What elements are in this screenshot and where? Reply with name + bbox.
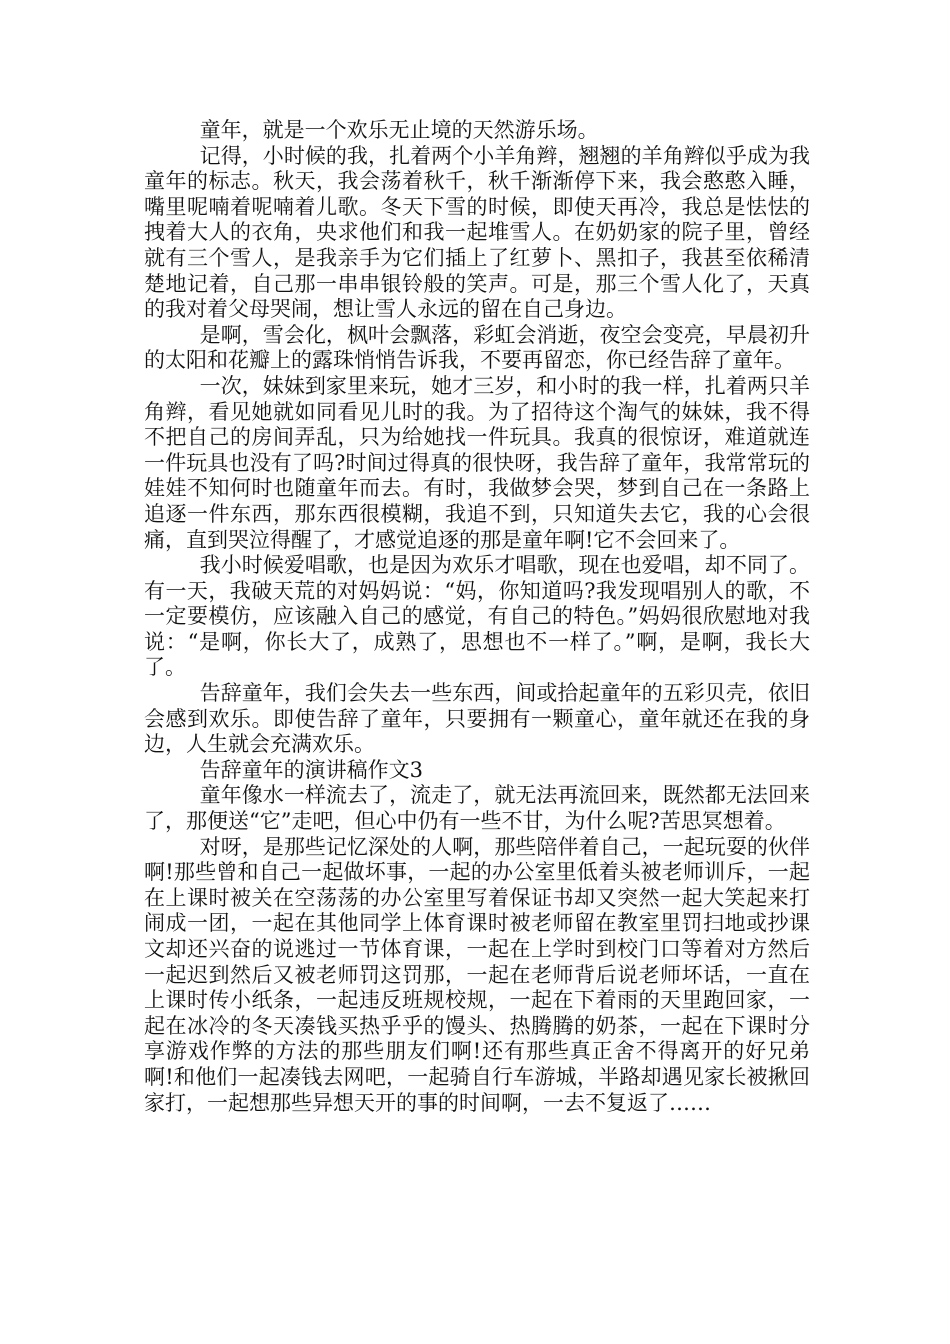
- paragraph-farewell: 是啊，雪会化，枫叶会飘落，彩虹会消逝，夜空会变亮，早晨初升的太阳和花瓣上的露珠悄悄告诉我，不要再留恋，你已经告辞了童年。: [144, 322, 810, 373]
- paragraph-like-water: 童年像水一样流去了，流走了，就无法再流回来，既然都无法回来了，那便送“它”走吧，但心中仍有一些不甘，为什么呢?苦思冥想着。: [144, 783, 810, 834]
- document-page: [144, 118, 810, 1116]
- paragraph-childlike-heart: 告辞童年，我们会失去一些东西，间或拾起童年的五彩贝壳，依旧会感到欢乐。即使告辞了童年，只要拥有一颗童心，童年就还在我的身边，人生就会充满欢乐。: [144, 681, 810, 757]
- paragraph-intro: 童年，就是一个欢乐无止境的天然游乐场。: [199, 118, 599, 142]
- paragraph-snowmen: 记得，小时候的我，扎着两个小羊角辫，翘翘的羊角辫似乎成为我童年的标志。秋天，我会荡着秋千，秋千渐渐停下来，我会憨憨入睡，嘴里呢喃着呢喃着儿歌。冬天下雪的时候，即使天再冷，我总是怯怯的拽着大人的衣角，央求他们和我一起堆雪人。在奶奶家的院子里，曾经就有三个雪人，是我亲手为它们插上了红萝卜、黑扣子，我甚至依稀清楚地记着，自己那一串串银铃般的笑声。可是，那三个雪人化了，天真的我对着父母哭闹，想让雪人永远的留在自己身边。: [144, 143, 810, 322]
- paragraph-singing: 我小时候爱唱歌，也是因为欢乐才唱歌，现在也爱唱，却不同了。有一天，我破天荒的对妈妈说：“妈，你知道吗?我发现唱别人的歌，不一定要模仿，应该融入自己的感觉，有自己的特色。”妈妈很欣慰地对我说：“是啊，你长大了，成熟了，思想也不一样了。”啊，是啊，我长大了。: [144, 553, 810, 680]
- paragraph-sister: 一次，妹妹到家里来玩，她才三岁，和小时的我一样，扎着两只羊角辫，看见她就如同看见儿时的我。为了招待这个淘气的妹妹，我不得不把自己的房间弄乱，只为给她找一件玩具。我真的很惊讶，难道就连一件玩具也没有了吗?时间过得真的很快呀，我告辞了童年，我常常玩的娃娃不知何时也随童年而去。有时，我做梦会哭，梦到自己在一条路上追逐一件东西，那东西很模糊，我追不到，只知道失去它，我的心会很痛，直到哭泣得醒了，才感觉追逐的那是童年啊!它不会回来了。: [144, 373, 810, 552]
- paragraph-companions: 对呀，是那些记忆深处的人啊，那些陪伴着自己，一起玩耍的伙伴啊!那些曾和自己一起做坏事，一起的办公室里低着头被老师训斥，一起在上课时被关在空荡荡的办公室里写着保证书却又突然一起大笑起来打闹成一团，一起在其他同学上体育课时被老师留在教室里罚扫地或抄课文却还兴奋的说逃过一节体育课，一起在上学时到校门口等着对方然后一起迟到然后又被老师罚这罚那，一起在老师背后说老师坏话，一直在上课时传小纸条，一起违反班规校规，一起在下着雨的天里跑回家，一起在冰冷的冬天凑钱买热乎乎的馒头、热腾腾的奶茶，一起在下课时分享游戏作弊的方法的那些朋友们啊!还有那些真正舍不得离开的好兄弟啊!和他们一起凑钱去网吧，一起骑自行车游城，半路却遇见家长被揪回家打，一起想那些异想天开的事的时间啊，一去不复返了……: [144, 834, 810, 1115]
- section-heading: 告辞童年的演讲稿作文3: [199, 757, 424, 782]
